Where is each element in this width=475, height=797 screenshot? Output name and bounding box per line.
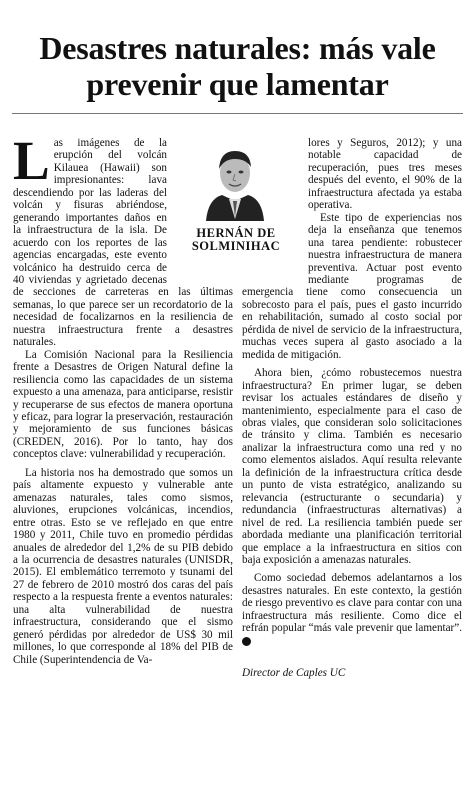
paragraph-4 bbox=[242, 137, 462, 212]
author-name-line1: HERNÁN DE bbox=[196, 226, 276, 240]
paragraph-5: Este tipo de experiencias nos deja la enseñanza que tenemos una tarea pendiente: robustecer nuestra infraestructura de manera preventiva. Actuar post evento mediante programas de emergencia tiene como consecuencia un sobrecosto para el país, pues el gasto incurrido en rehabilitación, sumado al costo social por pérdida de nivel de servicio de la infraestructura, muchas veces supera al gasto asociado a la medida de mitigación. bbox=[242, 211, 462, 361]
author-signature: Director de Caples UC bbox=[242, 667, 346, 680]
paragraph-7 bbox=[242, 572, 462, 647]
paragraph-6: Ahora bien, ¿cómo robustecemos nuestra infraestructura? En primer lugar, se deben revisar los actuales estándares de diseño y mantenimiento, especialmente para el caso de obras viales, que consideran solo solicitaciones de tránsito y clima. También es necesario analizar la infraestructura como una red y no como elementos aislados. Aquí resulta relevante la definición de la infraestructura crítica desde un punto de vista estratégico, analizando su relevancia (estructurante o secundaria) y redundancia (infraestructuras alternativas) a nivel de red. La resiliencia también puede ser abordada mediante una planificación territorial que emplace a la infraestructura en sitios con baja exposición a amenazas naturales. bbox=[242, 367, 462, 566]
top-rule bbox=[12, 113, 463, 114]
author-name-line2: SOLMINIHAC bbox=[191, 239, 281, 253]
headline: Desastres naturales: más vale prevenir que lamentar bbox=[39, 30, 436, 102]
paragraph-4-text: lores y Seguros, 2012); y una notable capacidad de recuperación, pues tres meses después del evento, el 90% de la infraestructura afectada ya estaba operativa. bbox=[308, 137, 462, 212]
drop-cap: L bbox=[13, 130, 50, 191]
paragraph-1-text: as imágenes de la erupción del volcán Kilauea (Hawaii) son impresionantes: lava descendiendo por las laderas del volcán y fisuras abriéndose, generando importantes daños en la infraestructura de la isla. De acuerdo con los reportes de las agencias encargadas, este evento volcánico ha destruido cerca de 40 viviendas y agrietado decenas de secciones de carreteras en las últimas semanas, lo que parece ser un recordatorio de la necesidad de focalizarnos en la resiliencia de nuestra infraestructura frente a desastres naturales. bbox=[13, 137, 233, 349]
end-mark-icon: ◉ bbox=[242, 637, 251, 646]
paragraph-7-text: Como sociedad debemos adelantarnos a los desastres naturales. En este contexto, la gestión de riesgo preventivo es clave para contar con una infraestructura más resiliente. Como dice el refrán popular “más vale prevenir que lamentar”. bbox=[242, 572, 462, 635]
paragraph-3: La historia nos ha demostrado que somos un país altamente expuesto y vulnerable ante amenazas naturales, tales como sismos, aluviones, erupciones volcánicas, incendios, entre otras. Esto se ve reflejado en que entre 1980 y 2011, Chile tuvo en promedio pérdidas anuales de alrededor del 1,2% de su PIB debido a la ocurrencia de desastres naturales (UNISDR, 2015). El emblemático terremoto y tsunami del 27 de febrero de 2010 mostró dos caras del país respecto a la respuesta frente a eventos naturales: una alta vulnerabilidad de nuestra infraestructura, considerando que el sismo generó pérdidas por alrededor de US$ 30 mil millones, lo que corresponde al 18% del PIB de Chile (Superintendencia de Va- bbox=[13, 466, 233, 666]
column-2 bbox=[242, 137, 462, 680]
paragraph-2: La Comisión Nacional para la Resiliencia frente a Desastres de Origen Natural define la resiliencia como las capacidades de un sistema expuesto a una amenaza, para anticiparse, resistir y recuperarse de sus efectos de manera oportuna y eficaz, para lograr la preservación, restauración y mejoramiento de sus funciones básicas (CREDEN, 2016). Por lo tanto, hay dos conceptos clave: vulnerabilidad y recuperación. bbox=[13, 348, 233, 461]
